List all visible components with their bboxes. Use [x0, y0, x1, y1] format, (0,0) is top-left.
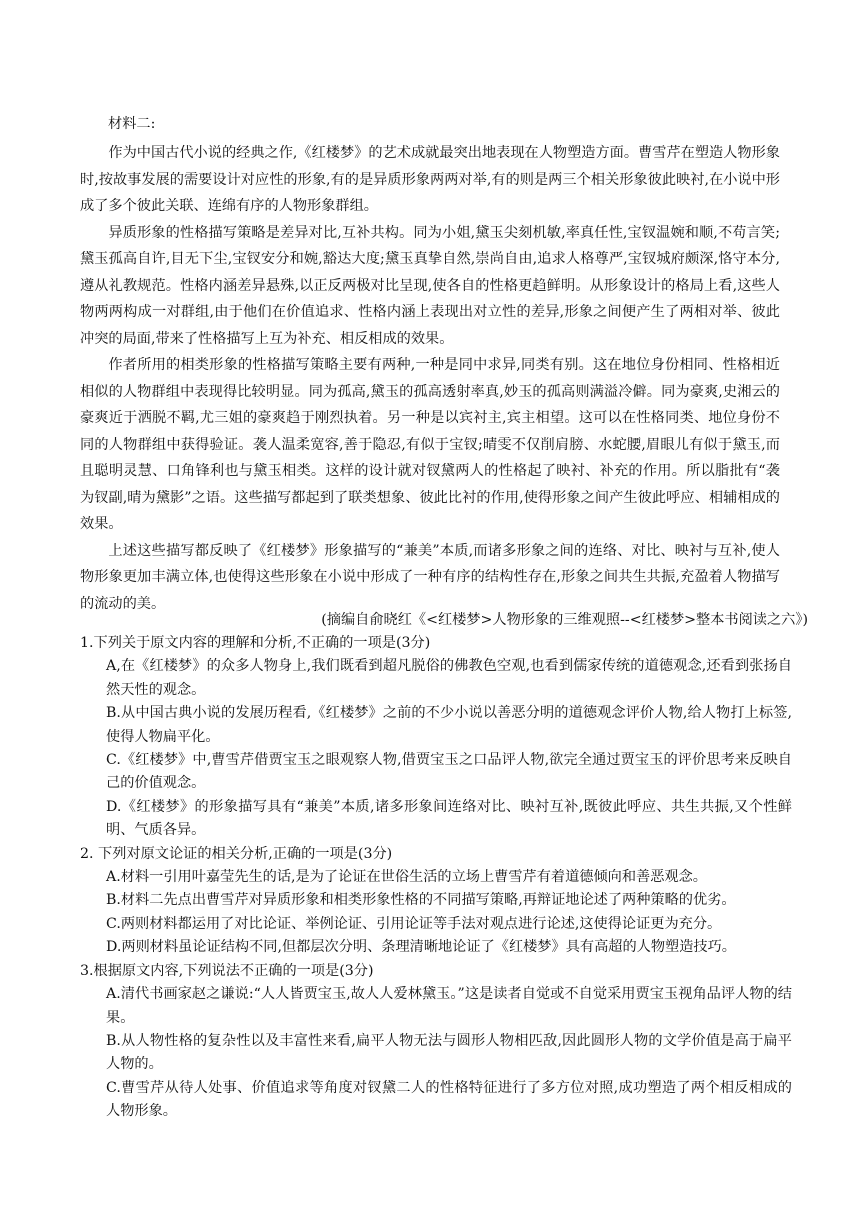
question-stem: 1.下列关于原文内容的理解和分析,不正确的一项是(3分) — [80, 635, 431, 651]
option-b: B.材料二先点出曹雪芹对异质形象和相类形象性格的不同描写策略,再辩证地论述了两种策略的优劣。 — [106, 892, 736, 909]
paragraph-3: 作者所用的相类形象的性格描写策略主要有两种,一种是同中求异,同类有别。这在地位身份相同、性格相近相似的人物群组中表现得比较明显。同为孤高,黛玉的孤高透射率真,妙玉的孤高则满溢冷僻。同为豪爽,史湘云的豪爽近于洒脱不羁,尤三姐的豪爽趋于刚烈执着。另一种是以宾衬主,宾主相望。这可以在性格同类、地位身份不同的人物群组中获得验证。袭人温柔宽容,善于隐忍,有似于宝钗;晴雯不仅削肩膀、水蛇腰,眉眼儿有似于黛玉,而且聪明灵慧、口角锋利也与黛玉相类。这样的设计就对钗黛两人的性格起了映衬、补充的作用。所以脂批有“袭为钗副,晴为黛影”之语。这些描写都起到了联类想象、彼此比衬的作用,使得形象之间产生彼此呼应、相辅相成的效果。 — [80, 357, 780, 532]
material-heading: 材料二: — [108, 116, 156, 132]
body-text — [80, 140, 780, 617]
paragraph-1: 作为中国古代小说的经典之作,《红楼梦》的艺术成就最突出地表现在人物塑造方面。曹雪芹在塑造人物形象时,按故事发展的需要设计对应性的形象,有的是异质形象两两对举,有的则是两三个相关形象彼此映衬,在小说中形成了多个彼此关联、连绵有序的人物形象群组。 — [80, 145, 780, 214]
question-stem: 3.根据原文内容,下列说法不正确的一项是(3分) — [80, 962, 374, 979]
question-list — [80, 632, 792, 1124]
option-d: D.两则材料虽论证结构不同,但都层次分明、条理清晰地论证了《红楼梦》具有高超的人物塑造技巧。 — [106, 939, 736, 956]
question-2 — [80, 843, 792, 960]
option-a: A.清代书画家赵之谦说:“人人皆贾宝玉,故人人爱林黛玉。”这是读者自觉或不自觉采用贾宝玉视角品评人物的结果。 — [106, 986, 792, 1026]
option-c: C.曹雪芹从待人处事、价值追求等角度对钗黛二人的性格特征进行了多方位对照,成功塑造了两个相反相成的人物形象。 — [106, 1079, 792, 1120]
option-c: C.两则材料都运用了对比论证、举例论证、引用论证等手法对观点进行论述,这使得论证更为充分。 — [106, 915, 722, 932]
citation: (摘编自俞晓红《<红楼梦>人物形象的三维观照--<红楼梦>整本书阅读之六》) — [321, 612, 808, 628]
option-a: A.材料一引用叶嘉莹先生的话,是为了论证在世俗生活的立场上曹雪芹有着道德倾向和善恶观念。 — [106, 869, 707, 886]
option-b: B.从人物性格的复杂性以及丰富性来看,扁平人物无法与圆形人物相匹敌,因此圆形人物的文学价值是高于扁平人物的。 — [106, 1032, 792, 1073]
question-stem: 2. 下列对原文论证的相关分析,正确的一项是(3分) — [80, 845, 393, 862]
option-d: D.《红楼梦》的形象描写具有“兼美”本质,诸多形象间连络对比、映衬互补,既彼此呼应、共生共振,又个性鲜明、气质各异。 — [106, 798, 792, 839]
option-c: C.《红楼梦》中,曹雪芹借贾宝玉之眼观察人物,借贾宝玉之口品评人物,欲完全通过贾宝玉的评价思考来反映自己的价值观念。 — [106, 752, 792, 792]
question-3 — [80, 960, 792, 1124]
option-b: B.从中国古典小说的发展历程看,《红楼梦》之前的不少小说以善恶分明的道德观念评价人物,给人物打上标签,使得人物扁平化。 — [106, 705, 792, 745]
paragraph-4: 上述这些描写都反映了《红楼梦》形象描写的“兼美”本质,而诸多形象之间的连络、对比、映衬与互补,使人物形象更加丰满立体,也使得这些形象在小说中形成了一种有序的结构性存在,形象之间共生共振,充盈着人物描写的流动的美。 — [80, 542, 780, 612]
paragraph-2: 异质形象的性格描写策略是差异对比,互补共构。同为小姐,黛玉尖刻机敏,率真任性,宝钗温婉和顺,不苟言笑;黛玉孤高自许,目无下尘,宝钗安分和婉,豁达大度;黛玉真挚自然,崇尚自由,追求人格尊严,宝钗城府颇深,恪守本分,遵从礼教规范。性格内涵差异悬殊,以正反两极对比呈现,使各自的性格更趋鲜明。从形象设计的格局上看,这些人物两两构成一对群组,由于他们在价值追求、性格内涵上表现出对立性的差异,形象之间便产生了两相对举、彼此冲突的局面,带来了性格描写上互为补充、相反相成的效果。 — [80, 224, 780, 347]
question-1 — [80, 632, 792, 843]
option-a: A,在《红楼梦》的众多人物身上,我们既看到超凡脱俗的佛教色空观,也看到儒家传统的道德观念,还看到张扬自然天性的观念。 — [106, 658, 792, 698]
